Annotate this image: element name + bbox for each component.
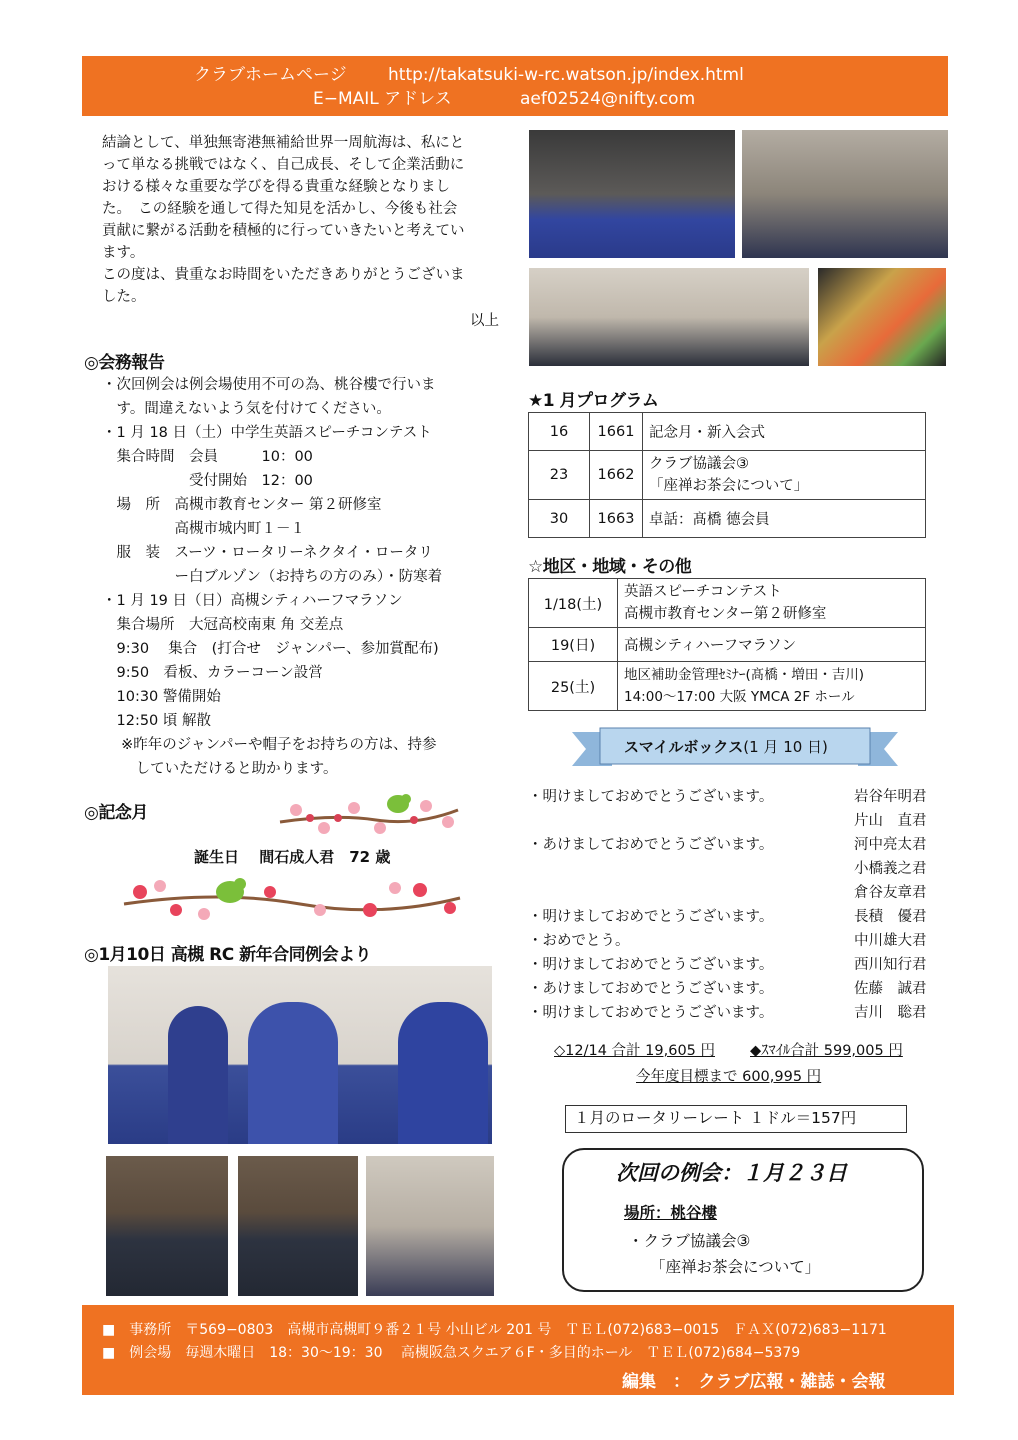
smile-message: ・あけましておめでとうございます。 — [528, 837, 774, 853]
kaimu-heading: ◎会務報告 — [84, 353, 165, 373]
next-meeting-item: ・クラブ協議会③ — [628, 1232, 751, 1250]
kaimu-line: 受付開始 12：00 — [102, 473, 313, 489]
program-day: 30 — [529, 500, 590, 538]
smile-name: 長積 優君 — [854, 909, 927, 925]
intro-line: おける様々な重要な学びを得る貴重な経験となりまし — [102, 179, 450, 195]
intro-line: た。 この経験を通して得た知見を活かし、今後も社会 — [102, 201, 458, 217]
smile-message: ・おめでとう。 — [528, 933, 630, 949]
program-day: 16 — [529, 413, 590, 451]
next-meeting-place: 場所：桃谷樓 — [624, 1204, 718, 1222]
smile-name: 中川雄大君 — [854, 933, 927, 949]
smile-name: 西川知行君 — [854, 957, 927, 973]
kaimu-line: 9:30 集合 (打合せ ジャンパー、参加賞配布) — [102, 641, 439, 657]
intro-line: した。 — [102, 289, 146, 305]
program-day: 23 — [529, 451, 590, 500]
smile-box-date: (1 月 10 日) — [743, 738, 828, 756]
smile-message: ・あけましておめでとうございます。 — [528, 981, 774, 997]
kaimu-line: 場 所 高槻市教育センター 第２研修室 — [102, 497, 382, 513]
kaimu-line: ー白ブルゾン（お持ちの方のみ）・防寒着 — [102, 569, 443, 585]
program-table — [528, 412, 926, 538]
smile-message: ・明けましておめでとうございます。 — [528, 1005, 774, 1021]
kaimu-line: していただけると助かります。 — [102, 761, 338, 777]
email-address[interactable]: aef02524@nifty.com — [520, 89, 696, 109]
kinen-heading: ◎記念月 — [84, 803, 148, 823]
district-table — [528, 578, 926, 711]
kaimu-line: 9:50 看板、カラーコーン設営 — [102, 665, 323, 681]
next-meeting-item-detail: 「座禅お茶会について」 — [650, 1258, 821, 1276]
footer-venue: ■ 例会場 毎週木曜日 18：30〜19：30 高槻阪急スクエア６F・多目的ホール ＴＥＬ(072)684−5379 — [102, 1345, 801, 1361]
program-content: クラブ協議会③ 「座禅お茶会について」 — [643, 451, 926, 500]
table-row — [529, 500, 926, 538]
email-label: E−MAIL アドレス — [313, 89, 452, 109]
smile-box-label: スマイルボックス — [624, 738, 744, 756]
smile-name: 倉谷友章君 — [854, 885, 927, 901]
plum-branch-bird-illustration — [120, 870, 464, 926]
district-content: 地区補助金管理ｾﾐﾅｰ(髙橋・増田・吉川) 14:00〜17:00 大阪 YMCA 2F ホール — [618, 662, 926, 711]
kaimu-line: ・1 月 19 日（日）高槻シティハーフマラソン — [102, 593, 403, 609]
intro-line: 結論として、単独無寄港無補給世界一周航海は、私にと — [102, 135, 465, 151]
table-row — [529, 579, 926, 628]
photo-hall-wide — [529, 268, 809, 366]
smile-name: 佐藤 誠君 — [854, 981, 927, 997]
footer-editor: 編集 ： クラブ広報・雑誌・会報 — [622, 1372, 886, 1392]
kaimu-line: ・1 月 18 日（土）中学生英語スピーチコンテスト — [102, 425, 432, 441]
kaimu-line: ※昨年のジャンパーや帽子をお持ちの方は、持参 — [102, 737, 437, 753]
program-number: 1663 — [590, 500, 643, 538]
district-date: 1/18(土) — [529, 579, 618, 628]
district-heading: ☆地区・地域・その他 — [528, 557, 692, 577]
photo-section-heading: ◎1月10日 高槻 RC 新年合同例会より — [84, 945, 372, 965]
photo-hall — [366, 1156, 494, 1296]
smile-name: 小橋義之君 — [854, 861, 927, 877]
smile-message: ・明けましておめでとうございます。 — [528, 789, 774, 805]
kaimu-line: 高槻市城内町１－１ — [102, 521, 305, 537]
district-date: 25(土) — [529, 662, 618, 711]
person-figure — [398, 1002, 488, 1144]
photo-speaker-2 — [238, 1156, 358, 1296]
homepage-url[interactable]: http://takatsuki-w-rc.watson.jp/index.html — [388, 65, 744, 85]
smile-total-cumulative: ◆ｽﾏｲﾙ合計 599,005 円 — [750, 1043, 903, 1059]
photo-speakers-toast — [108, 966, 492, 1144]
photo-banquet-tables — [742, 130, 948, 258]
program-content: 記念月・新入会式 — [643, 413, 926, 451]
photo-speaker-1 — [106, 1156, 228, 1296]
plum-branch-bird-illustration — [276, 788, 462, 838]
next-meeting-title: 次回の例会：１月２３日 — [616, 1161, 847, 1185]
program-heading: ★1 月プログラム — [528, 391, 659, 411]
table-row — [529, 628, 926, 662]
footer-banner — [82, 1305, 954, 1395]
smile-box-title — [624, 736, 828, 757]
district-date: 19(日) — [529, 628, 618, 662]
person-figure — [248, 1002, 338, 1144]
table-row — [529, 451, 926, 500]
closing-text: 以上 — [470, 313, 499, 329]
header-banner — [82, 56, 948, 116]
smile-target-remaining: 今年度目標まで 600,995 円 — [636, 1069, 822, 1085]
program-content: 卓話：髙橋 德会員 — [643, 500, 926, 538]
intro-line: ます。 — [102, 245, 145, 261]
kaimu-line: す。間違えないよう気を付けてください。 — [102, 401, 391, 417]
smile-message: ・明けましておめでとうございます。 — [528, 909, 774, 925]
intro-line: って単なる挑戦ではなく、自己成長、そして企業活動に — [102, 157, 465, 173]
kaimu-line: 服 装 スーツ・ロータリーネクタイ・ロータリ — [102, 545, 433, 561]
kaimu-line: 10:30 警備開始 — [102, 689, 221, 705]
kaimu-line: 集合場所 大冠高校南東 角 交差点 — [102, 617, 344, 633]
rotary-rate-text: １月のロータリーレート １ドル＝157円 — [574, 1109, 857, 1127]
intro-line: 貢献に繋がる活動を積極的に行っていきたいと考えてい — [102, 223, 465, 239]
district-content: 高槻シティハーフマラソン — [618, 628, 926, 662]
program-number: 1662 — [590, 451, 643, 500]
smile-name: 岩谷年明君 — [854, 789, 927, 805]
smile-total-december: ◇12/14 合計 19,605 円 — [554, 1043, 716, 1059]
kaimu-line: ・次回例会は例会場使用不可の為、桃谷樓で行いま — [102, 377, 436, 393]
smile-name: 河中亮太君 — [854, 837, 927, 853]
photo-kagami-biraki — [529, 130, 735, 258]
next-meeting-box — [562, 1148, 924, 1292]
program-number: 1661 — [590, 413, 643, 451]
kaimu-line: 12:50 頃 解散 — [102, 713, 212, 729]
person-figure — [168, 1006, 228, 1144]
homepage-label: クラブホームページ — [194, 65, 347, 85]
birthday-text: 誕生日 間石成人君 72 歳 — [194, 848, 391, 866]
footer-office: ■ 事務所 〒569−0803 高槻市高槻町９番２１号 小山ビル 201 号 ＴＥＬ(072)683−0015 ＦＡＸ(072)683−1171 — [102, 1322, 887, 1338]
photo-bento-meal — [818, 268, 946, 366]
smile-name: 片山 直君 — [854, 813, 927, 829]
smile-name: 吉川 聡君 — [854, 1005, 927, 1021]
district-content: 英語スピーチコンテスト 高槻市教育センター第２研修室 — [618, 579, 926, 628]
table-row — [529, 662, 926, 711]
intro-line: この度は、貴重なお時間をいただきありがとうございま — [102, 267, 465, 283]
smile-message: ・明けましておめでとうございます。 — [528, 957, 774, 973]
table-row — [529, 413, 926, 451]
rotary-rate-box — [565, 1105, 907, 1133]
kaimu-line: 集合時間 会員 10：00 — [102, 449, 313, 465]
